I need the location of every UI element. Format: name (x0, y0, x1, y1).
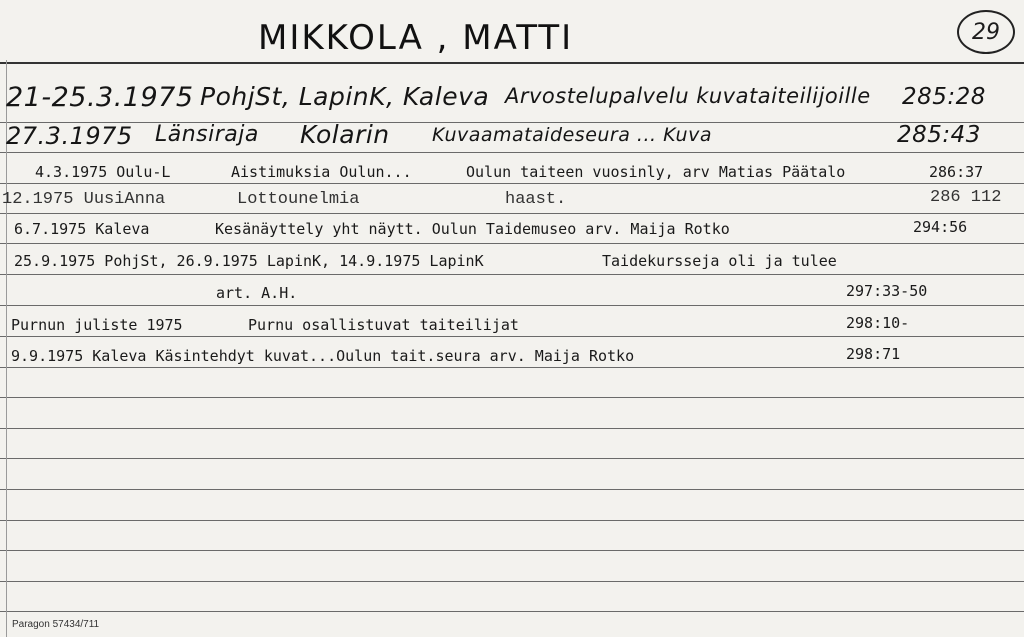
typed-title: Taidekursseja oli ja tulee (602, 252, 837, 270)
typed-ref: 294:56 (913, 218, 968, 236)
ruled-line (0, 397, 1024, 398)
card-number: 29 (972, 19, 1000, 45)
typed-title: Kesänäyttely yht näytt. Oulun Taidemuseo arv. Maija Rotko (215, 220, 730, 238)
hand-paper: Länsiraja (155, 122, 259, 147)
ruled-line (0, 152, 1024, 153)
card-number-circle (957, 10, 1015, 54)
typed-ref: 297:33-50 (846, 282, 928, 300)
typed-note: haast. (505, 190, 567, 209)
typed-note: art. A.H. (216, 284, 298, 302)
ruled-line (0, 305, 1024, 306)
typed-date: Purnun juliste 1975 (11, 316, 183, 334)
ruled-line (0, 367, 1024, 368)
hand-ref: 285:43 (897, 122, 981, 148)
ruled-line (0, 213, 1024, 214)
ruled-line (0, 122, 1024, 123)
ruled-line (0, 428, 1024, 429)
typed-date: 25.9.1975 PohjSt, 26.9.1975 LapinK, 14.9.1975 LapinK (14, 252, 484, 270)
typed-ref: 298:10- (846, 314, 910, 332)
ruled-line (0, 520, 1024, 521)
card-name: MIKKOLA , MATTI (258, 18, 574, 58)
typed-date: 4.3.1975 Oulu-L (35, 163, 171, 181)
form-code: Paragon 57434/711 (12, 619, 100, 630)
ruled-line (0, 243, 1024, 244)
hand-place: Kolarin (300, 120, 390, 149)
hand-topic: Arvostelupalvelu kuvataiteilijoille (505, 84, 871, 108)
typed-title: Aistimuksia Oulun... (231, 163, 412, 181)
hand-ref: 285:28 (902, 84, 986, 110)
ruled-line (0, 581, 1024, 582)
typed-ref: 286 112 (930, 188, 1002, 207)
typed-date: 12.1975 UusiAnna (2, 190, 166, 209)
typed-note: Oulun taiteen vuosinly, arv Matias Päätalo (466, 163, 846, 181)
hand-topic: Kuvaamataideseura ... Kuva (432, 124, 712, 146)
typed-date: 9.9.1975 Kaleva Käsintehdyt kuvat...Oulun tait.seura arv. Maija Rotko (11, 347, 635, 365)
ruled-line (0, 489, 1024, 490)
hand-dates: 21-25.3.1975 (6, 82, 194, 113)
ruled-line (0, 274, 1024, 275)
ruled-line (0, 611, 1024, 612)
typed-title: Purnu osallistuvat taiteilijat (248, 316, 519, 334)
hand-dates: 27.3.1975 (6, 122, 133, 150)
ruled-line (0, 550, 1024, 551)
ruled-line (0, 183, 1024, 184)
ruled-line (0, 458, 1024, 459)
header-rule (0, 62, 1024, 64)
ruled-line (0, 336, 1024, 337)
typed-title: Lottounelmia (237, 190, 360, 209)
typed-ref: 286:37 (929, 163, 984, 181)
typed-ref: 298:71 (846, 345, 901, 363)
hand-papers: PohjSt, LapinK, Kaleva (200, 82, 490, 111)
typed-date: 6.7.1975 Kaleva (14, 220, 150, 238)
